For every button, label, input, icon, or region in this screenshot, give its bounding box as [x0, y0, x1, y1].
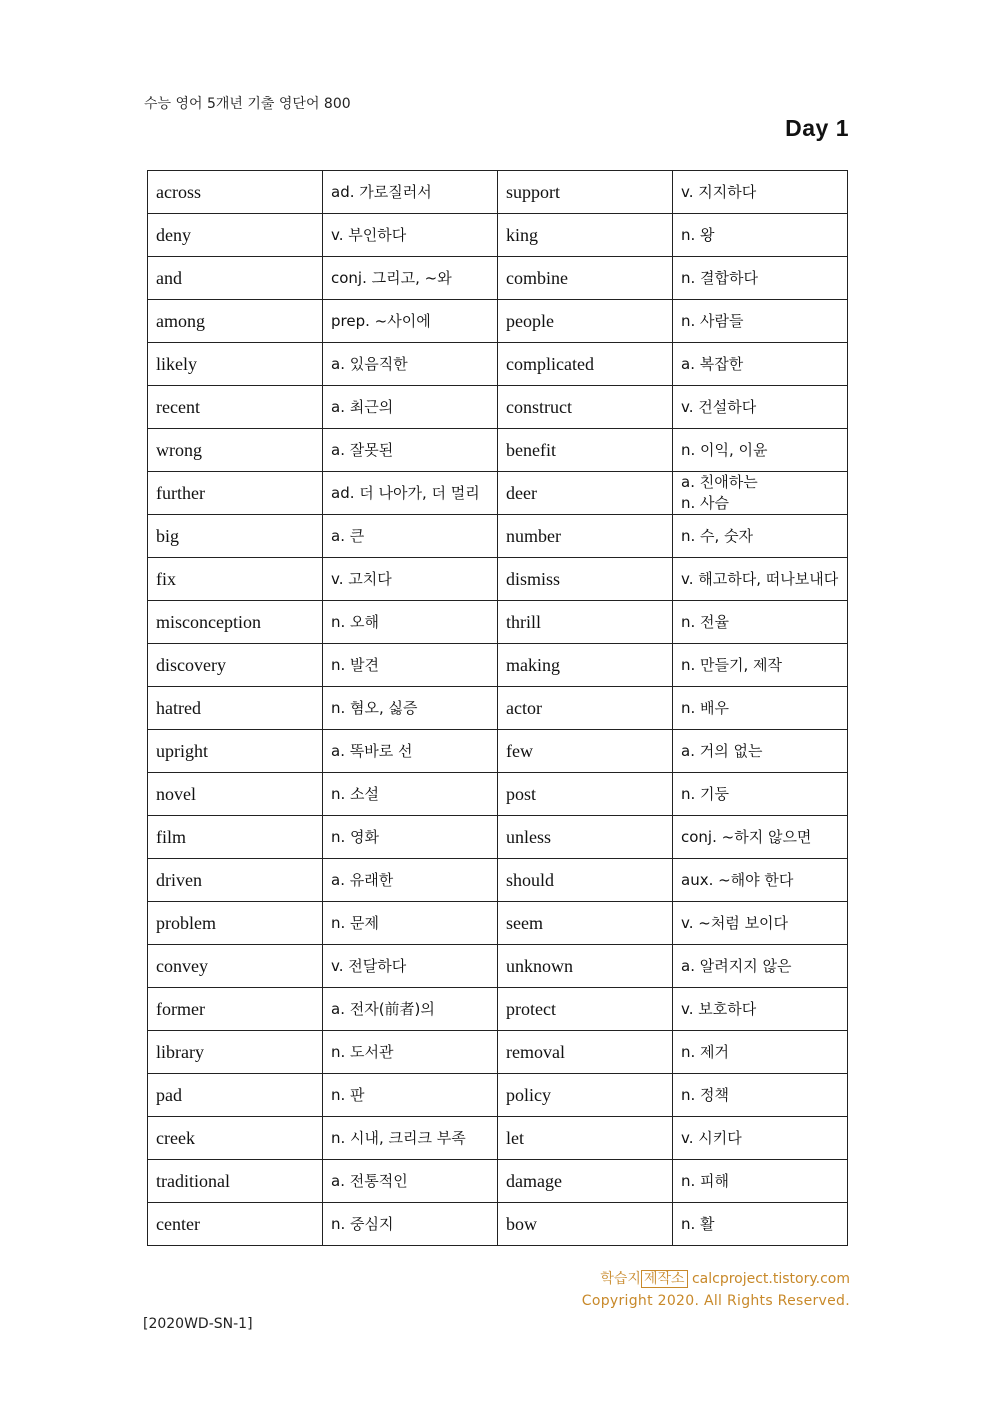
meaning-cell: n. 전율 — [673, 601, 848, 644]
word-cell: likely — [148, 343, 323, 386]
word-cell: removal — [498, 1031, 673, 1074]
word-cell: few — [498, 730, 673, 773]
brand-prefix: 학습지 — [600, 1271, 641, 1287]
meaning-cell: n. 피해 — [673, 1160, 848, 1203]
meaning-cell: n. 제거 — [673, 1031, 848, 1074]
table-row — [148, 558, 848, 601]
word-cell: traditional — [148, 1160, 323, 1203]
word-cell: problem — [148, 902, 323, 945]
word-cell: king — [498, 214, 673, 257]
meaning-cell: a. 잘못된 — [323, 429, 498, 472]
table-row — [148, 1117, 848, 1160]
meaning-cell: n. 왕 — [673, 214, 848, 257]
meaning-cell: n. 오해 — [323, 601, 498, 644]
word-cell: complicated — [498, 343, 673, 386]
word-cell: combine — [498, 257, 673, 300]
table-row — [148, 816, 848, 859]
meaning-cell: a. 있음직한 — [323, 343, 498, 386]
meaning-cell: n. 발견 — [323, 644, 498, 687]
meaning-cell: aux. ~해야 한다 — [673, 859, 848, 902]
word-cell: discovery — [148, 644, 323, 687]
word-cell: dismiss — [498, 558, 673, 601]
meaning-cell: n. 만들기, 제작 — [673, 644, 848, 687]
table-row — [148, 601, 848, 644]
table-row — [148, 687, 848, 730]
meaning-cell: n. 영화 — [323, 816, 498, 859]
meaning-cell: n. 배우 — [673, 687, 848, 730]
word-cell: bow — [498, 1203, 673, 1246]
word-cell: upright — [148, 730, 323, 773]
brand-boxed: 제작소 — [641, 1270, 688, 1288]
meaning-cell: v. 전달하다 — [323, 945, 498, 988]
word-cell: and — [148, 257, 323, 300]
meaning-cell: a. 복잡한 — [673, 343, 848, 386]
meaning-cell: a. 똑바로 선 — [323, 730, 498, 773]
meaning-cell: n. 판 — [323, 1074, 498, 1117]
word-cell: policy — [498, 1074, 673, 1117]
word-cell: deer — [498, 472, 673, 515]
day-title: Day 1 — [785, 115, 849, 141]
document-subtitle: 수능 영어 5개년 기출 영단어 800 — [144, 96, 351, 112]
table-row — [148, 300, 848, 343]
word-cell: misconception — [148, 601, 323, 644]
table-row — [148, 988, 848, 1031]
word-cell: across — [148, 171, 323, 214]
meaning-cell: v. 지지하다 — [673, 171, 848, 214]
word-cell: people — [498, 300, 673, 343]
table-row — [148, 1074, 848, 1117]
meaning-cell: a. 전통적인 — [323, 1160, 498, 1203]
meaning-cell: a. 유래한 — [323, 859, 498, 902]
word-cell: former — [148, 988, 323, 1031]
word-cell: creek — [148, 1117, 323, 1160]
meaning-cell: n. 소설 — [323, 773, 498, 816]
meaning-cell: a. 큰 — [323, 515, 498, 558]
table-row — [148, 644, 848, 687]
meaning-cell: a. 최근의 — [323, 386, 498, 429]
table-row — [148, 1203, 848, 1246]
word-cell: making — [498, 644, 673, 687]
meaning-cell: v. 해고하다, 떠나보내다 — [673, 558, 848, 601]
word-cell: wrong — [148, 429, 323, 472]
meaning-cell: n. 중심지 — [323, 1203, 498, 1246]
word-cell: let — [498, 1117, 673, 1160]
meaning-cell: v. 부인하다 — [323, 214, 498, 257]
word-cell: seem — [498, 902, 673, 945]
document-code: [2020WD-SN-1] — [143, 1316, 253, 1332]
meaning-cell: n. 수, 숫자 — [673, 515, 848, 558]
word-cell: driven — [148, 859, 323, 902]
word-cell: number — [498, 515, 673, 558]
meaning-line: a. 친애하는 — [681, 473, 758, 491]
meaning-cell: n. 이익, 이윤 — [673, 429, 848, 472]
word-cell: pad — [148, 1074, 323, 1117]
meaning-cell: v. 보호하다 — [673, 988, 848, 1031]
meaning-cell: n. 도서관 — [323, 1031, 498, 1074]
word-cell: library — [148, 1031, 323, 1074]
meaning-cell — [673, 472, 848, 515]
word-cell: benefit — [498, 429, 673, 472]
table-row — [148, 343, 848, 386]
word-cell: convey — [148, 945, 323, 988]
table-row — [148, 472, 848, 515]
word-cell: further — [148, 472, 323, 515]
table-row — [148, 214, 848, 257]
meaning-cell: v. 건설하다 — [673, 386, 848, 429]
word-cell: recent — [148, 386, 323, 429]
word-cell: novel — [148, 773, 323, 816]
table-row — [148, 429, 848, 472]
meaning-line: n. 사슴 — [681, 494, 730, 512]
vocabulary-table — [147, 170, 848, 1246]
footer-brand — [600, 1268, 850, 1288]
meaning-cell: n. 정책 — [673, 1074, 848, 1117]
word-cell: thrill — [498, 601, 673, 644]
meaning-cell: n. 기둥 — [673, 773, 848, 816]
table-row — [148, 515, 848, 558]
table-row — [148, 945, 848, 988]
table-row — [148, 171, 848, 214]
meaning-cell: v. ~처럼 보이다 — [673, 902, 848, 945]
meaning-cell: ad. 가로질러서 — [323, 171, 498, 214]
meaning-cell: a. 거의 없는 — [673, 730, 848, 773]
word-cell: fix — [148, 558, 323, 601]
meaning-cell: n. 시내, 크리크 부족 — [323, 1117, 498, 1160]
meaning-cell: a. 알려지지 않은 — [673, 945, 848, 988]
meaning-cell: prep. ~사이에 — [323, 300, 498, 343]
meaning-cell: conj. ~하지 않으면 — [673, 816, 848, 859]
table-row — [148, 1160, 848, 1203]
word-cell: unknown — [498, 945, 673, 988]
meaning-cell: v. 시키다 — [673, 1117, 848, 1160]
table-row — [148, 1031, 848, 1074]
meaning-cell: n. 사람들 — [673, 300, 848, 343]
table-row — [148, 773, 848, 816]
word-cell: construct — [498, 386, 673, 429]
meaning-cell: n. 혐오, 싫증 — [323, 687, 498, 730]
copyright-text: Copyright 2020. All Rights Reserved. — [581, 1293, 850, 1309]
word-cell: support — [498, 171, 673, 214]
word-cell: damage — [498, 1160, 673, 1203]
word-cell: big — [148, 515, 323, 558]
meaning-cell: a. 전자(前者)의 — [323, 988, 498, 1031]
meaning-cell: v. 고치다 — [323, 558, 498, 601]
meaning-cell: n. 결합하다 — [673, 257, 848, 300]
word-cell: should — [498, 859, 673, 902]
word-cell: actor — [498, 687, 673, 730]
word-cell: among — [148, 300, 323, 343]
word-cell: unless — [498, 816, 673, 859]
word-cell: post — [498, 773, 673, 816]
meaning-cell: n. 문제 — [323, 902, 498, 945]
table-row — [148, 902, 848, 945]
word-cell: hatred — [148, 687, 323, 730]
meaning-cell: ad. 더 나아가, 더 멀리 — [323, 472, 498, 515]
meaning-cell: conj. 그리고, ~와 — [323, 257, 498, 300]
word-cell: protect — [498, 988, 673, 1031]
meaning-cell: n. 활 — [673, 1203, 848, 1246]
word-cell: film — [148, 816, 323, 859]
word-cell: deny — [148, 214, 323, 257]
site-url: calcproject.tistory.com — [691, 1271, 850, 1287]
table-row — [148, 257, 848, 300]
table-row — [148, 386, 848, 429]
table-row — [148, 859, 848, 902]
word-cell: center — [148, 1203, 323, 1246]
table-row — [148, 730, 848, 773]
